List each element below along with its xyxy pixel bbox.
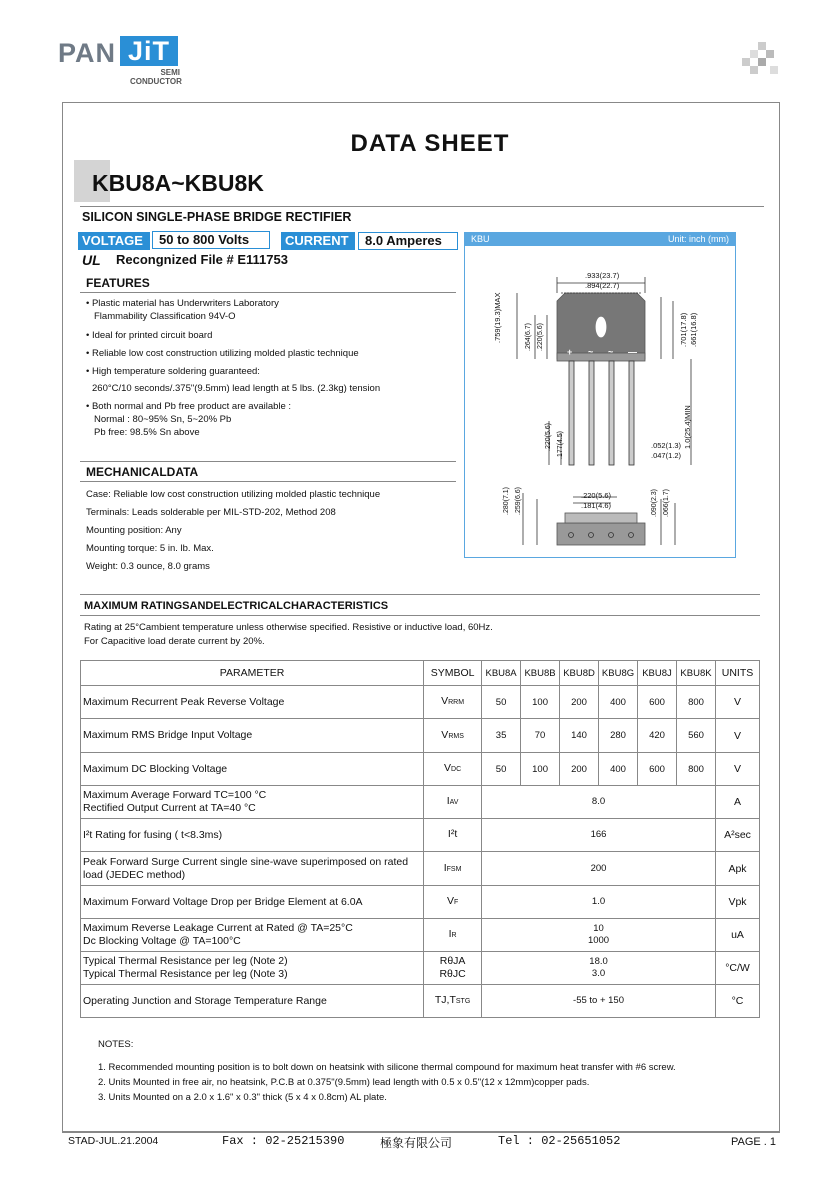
table-row xyxy=(81,819,760,852)
parameter-text: Typical Thermal Resistance per leg (Note 3) xyxy=(83,968,288,980)
dim-p2: .177(4.5) xyxy=(557,430,564,459)
value-cell: 600 xyxy=(638,686,677,719)
value-cell: 140 xyxy=(560,719,599,753)
column-header: KBU8D xyxy=(560,661,599,686)
unit-cell: V xyxy=(715,719,759,753)
feature-text: Normal : 80~95% Sn, 5~20% Pb xyxy=(94,414,232,425)
mechanical-item: Mounting position: Any xyxy=(86,525,182,536)
features-list xyxy=(86,297,456,439)
symbol-subscript: STG xyxy=(455,998,471,1005)
column-header: UNITS xyxy=(715,661,759,686)
unit-cell: V xyxy=(715,753,759,786)
unit-label: Unit: inch (mm) xyxy=(667,234,729,244)
symbol-text: TJ,T xyxy=(434,994,456,1006)
parameter-text: Maximum Average Forward TC=100 °C xyxy=(83,789,267,801)
dim-t2: .066(1.7) xyxy=(663,488,670,517)
dim-t1: .090(2.3) xyxy=(651,488,658,517)
feature-text: Flammability Classification 94V-O xyxy=(94,311,236,322)
dim-lead-min: 1.0(25.4)MIN xyxy=(683,405,692,449)
symbol-cell xyxy=(424,753,482,786)
unit-cell: A xyxy=(715,786,759,819)
value-text: 8.0 xyxy=(591,796,606,807)
merged-value-cell xyxy=(482,886,716,919)
pin-ac1: ~ xyxy=(588,347,594,357)
parameter-text: Maximum DC Blocking Voltage xyxy=(83,762,228,775)
logo-semiconductor xyxy=(130,68,180,86)
current-value: 8.0 Amperes xyxy=(358,232,458,250)
parameter-text: Maximum Reverse Leakage Current at Rated @ TA=25°C xyxy=(83,922,353,934)
mechanical-item: Terminals: Leads solderable per MIL-STD-202, Method 208 xyxy=(86,507,336,518)
feature-item: • Ideal for printed circuit board xyxy=(86,330,213,341)
current-label: CURRENT xyxy=(281,232,355,250)
note-2: 2. Units Mounted in free air, no heatsink, P.C.B at 0.375"(9.5mm) lead length with 0.5 x 0.5"(12 x 12mm)copper pads. xyxy=(98,1077,590,1088)
value-cell: 50 xyxy=(482,753,521,786)
parameter-cell xyxy=(81,753,424,786)
value-cell: 560 xyxy=(677,719,716,753)
merged-value-cell xyxy=(482,852,716,886)
parameter-cell xyxy=(81,852,424,886)
unit-cell: V xyxy=(715,686,759,719)
parameter-text: load (JEDEC method) xyxy=(83,868,186,881)
feature-item: • Plastic material has Underwriters Laboratory Flammability Classification 94V-O xyxy=(86,297,456,323)
dim-h1: .264(6.7) xyxy=(525,322,532,351)
decorative-squares-icon xyxy=(742,42,782,80)
dim-s1: .220(5.6) xyxy=(581,491,612,500)
value-cell: 35 xyxy=(482,719,521,753)
feature-text: Plastic material has Underwriters Laboratory xyxy=(91,298,279,309)
table-row xyxy=(81,919,760,952)
column-header: KBU8K xyxy=(677,661,716,686)
mechanical-list xyxy=(86,486,456,576)
feature-item: • Reliable low cost construction utilizing molded plastic technique xyxy=(86,348,359,359)
parameter-text: Maximum Forward Voltage Drop per Bridge Element at 6.0A xyxy=(83,895,363,908)
ratings-note-2: For Capacitive load derate current by 20%. xyxy=(84,636,265,647)
unit-cell: A²sec xyxy=(715,819,759,852)
parameter-text: Maximum Recurrent Peak Reverse Voltage xyxy=(83,695,285,708)
package-name: KBU xyxy=(471,234,490,244)
dim-h2: .220(5.6) xyxy=(537,322,544,351)
features-divider xyxy=(80,292,456,293)
merged-value-cell xyxy=(482,819,716,852)
feature-text: High temperature soldering guaranteed: xyxy=(91,366,260,377)
symbol-text: I xyxy=(446,795,450,807)
parameter-cell xyxy=(81,786,424,819)
feature-item: • Both normal and Pb free product are available : Normal : 80~95% Sn, 5~20% Pb Pb free: 98.5% Sn above xyxy=(86,400,456,439)
recognized-file: Recongnized File # E111753 xyxy=(116,252,288,267)
dim-width-min: .894(22.7) xyxy=(585,281,620,290)
symbol-text: I²t xyxy=(447,828,458,840)
feature-text: Both normal and Pb free product are available : xyxy=(91,401,292,412)
column-header: KBU8G xyxy=(599,661,638,686)
parameter-cell xyxy=(81,952,424,985)
merged-value-cell xyxy=(482,786,716,819)
unit-cell: Vpk xyxy=(715,886,759,919)
mechanical-item: Case: Reliable low cost construction utilizing molded plastic technique xyxy=(86,489,381,500)
table-row xyxy=(81,786,760,819)
footer-fax: Fax : 02-25215390 xyxy=(222,1134,345,1148)
parameter-text: Typical Thermal Resistance per leg (Note 2) xyxy=(83,955,288,967)
table-row xyxy=(81,753,760,786)
symbol-subscript: AV xyxy=(449,799,459,806)
footer-company: 極象有限公司 xyxy=(380,1137,453,1151)
column-header: KBU8A xyxy=(482,661,521,686)
ratings-table xyxy=(80,660,760,1018)
dim-p1: .220(5.6) xyxy=(545,422,552,451)
logo-conductor-line: CONDUCTOR xyxy=(130,77,182,86)
ratings-divider xyxy=(80,615,760,616)
symbol-text: V xyxy=(441,728,449,741)
mechanical-top-divider xyxy=(80,461,456,462)
symbol-cell xyxy=(424,819,482,852)
symbol-cell xyxy=(424,719,482,753)
feature-item: • High temperature soldering guaranteed: 260°C/10 seconds/.375"(9.5mm) lead length at 5 lbs. (2.3kg) tension xyxy=(86,365,456,395)
value-cell: 100 xyxy=(521,753,560,786)
table-row xyxy=(81,886,760,919)
value-text: 10 xyxy=(593,923,604,934)
ratings-top-divider xyxy=(80,594,760,595)
symbol-text: V xyxy=(444,762,452,774)
unit-cell: uA xyxy=(715,919,759,952)
diagram-header xyxy=(465,233,735,246)
parameter-text: I²t Rating for fusing ( t<8.3ms) xyxy=(83,828,223,841)
divider xyxy=(80,206,764,207)
value-cell: 800 xyxy=(677,753,716,786)
voltage-label: VOLTAGE xyxy=(78,232,150,250)
mechanical-item: Mounting torque: 5 in. lb. Max. xyxy=(86,543,214,554)
unit-cell: Apk xyxy=(715,852,759,886)
dim-b1: .280(7.1) xyxy=(503,486,510,515)
value-text: 166 xyxy=(590,829,607,840)
parameter-text: Dc Blocking Voltage @ TA=100°C xyxy=(83,935,241,947)
dim-l2: .047(1.2) xyxy=(651,451,682,460)
symbol-text: I xyxy=(443,861,447,874)
dim-b2: .259(6.6) xyxy=(515,486,522,515)
mechanical-divider xyxy=(80,481,456,482)
symbol-text: V xyxy=(441,695,449,707)
footer-page: PAGE . 1 xyxy=(731,1136,777,1148)
table-row xyxy=(81,952,760,985)
symbol-cell xyxy=(424,786,482,819)
parameter-cell xyxy=(81,719,424,753)
feature-text: Reliable low cost construction utilizing molded plastic technique xyxy=(91,348,359,359)
value-text: -55 to + 150 xyxy=(573,995,625,1006)
ul-recognized-icon: UL xyxy=(82,252,101,268)
footer-tel: Tel : 02-25651052 xyxy=(498,1134,621,1148)
symbol-cell xyxy=(424,686,482,719)
value-cell: 200 xyxy=(560,753,599,786)
value-cell: 800 xyxy=(677,686,716,719)
value-text: 18.0 xyxy=(589,956,608,967)
merged-value-cell xyxy=(482,919,716,952)
pin-ac2: ~ xyxy=(608,347,614,357)
value-text: 1.0 xyxy=(591,896,606,907)
footer-divider xyxy=(62,1132,780,1133)
feature-text: Pb free: 98.5% Sn above xyxy=(94,427,200,438)
table-row xyxy=(81,852,760,886)
mechanical-heading: MECHANICALDATA xyxy=(86,465,199,479)
table-header-row xyxy=(81,661,760,686)
value-cell: 50 xyxy=(482,686,521,719)
column-header: SYMBOL xyxy=(424,661,482,686)
table-row xyxy=(81,985,760,1018)
feature-text: Ideal for printed circuit board xyxy=(91,330,213,341)
symbol-subscript: F xyxy=(453,899,459,906)
dim-r2: .661(16.8) xyxy=(689,312,698,347)
symbol-text: I xyxy=(448,928,452,940)
ratings-note-1: Rating at 25°Cambient temperature unless otherwise specified. Resistive or inductive load, 60Hz. xyxy=(84,622,493,633)
part-number: KBU8A~KBU8K xyxy=(92,170,264,196)
parameter-cell xyxy=(81,819,424,852)
value-cell: 420 xyxy=(638,719,677,753)
dim-r1: .701(17.8) xyxy=(679,312,688,347)
table-row xyxy=(81,686,760,719)
symbol-cell xyxy=(424,886,482,919)
merged-value-cell xyxy=(482,985,716,1018)
value-text: 3.0 xyxy=(591,968,606,979)
logo-semi-line: SEMI xyxy=(160,68,180,77)
feature-text: 260°C/10 seconds/.375"(9.5mm) lead length at 5 lbs. (2.3kg) tension xyxy=(92,383,381,394)
parameter-text: Operating Junction and Storage Temperature Range xyxy=(83,994,327,1007)
unit-cell: °C/W xyxy=(715,952,759,985)
dim-s2: .181(4.6) xyxy=(581,501,612,510)
logo-jit-text: JiT xyxy=(120,36,178,66)
merged-value-cell xyxy=(482,952,716,985)
dim-height-max: .759(19.3)MAX xyxy=(493,292,502,343)
value-text: 1000 xyxy=(587,935,610,946)
symbol-cell xyxy=(424,952,482,985)
value-cell: 70 xyxy=(521,719,560,753)
note-1: 1. Recommended mounting position is to bolt down on heatsink with silicone thermal compound for maximum heat transfer with #6 screw. xyxy=(98,1062,676,1073)
dim-width-max: .933(23.7) xyxy=(585,271,620,280)
symbol-subscript: FSM xyxy=(446,865,462,873)
symbol-text: RθJA RθJC xyxy=(439,954,466,980)
note-3: 3. Units Mounted on a 2.0 x 1.6" x 0.3" thick (5 x 4 x 0.8cm) AL plate. xyxy=(98,1092,387,1103)
parameter-text: Rectified Output Current at TA=40 °C xyxy=(83,802,256,814)
symbol-text: V xyxy=(446,895,454,907)
symbol-subscript: RRM xyxy=(448,699,465,706)
column-header: KBU8J xyxy=(638,661,677,686)
package-diagram xyxy=(464,232,736,558)
symbol-subscript: R xyxy=(451,932,457,939)
value-cell: 400 xyxy=(599,753,638,786)
footer-date: STAD-JUL.21.2004 xyxy=(68,1135,159,1147)
column-header: KBU8B xyxy=(521,661,560,686)
dim-l1: .052(1.3) xyxy=(651,441,682,450)
pin-plus: + xyxy=(567,347,573,357)
parameter-cell xyxy=(81,985,424,1018)
logo-pan-text: PAN xyxy=(58,38,117,68)
device-subtitle: SILICON SINGLE-PHASE BRIDGE RECTIFIER xyxy=(82,210,352,224)
value-cell: 400 xyxy=(599,686,638,719)
value-cell: 100 xyxy=(521,686,560,719)
mechanical-item: Weight: 0.3 ounce, 8.0 grams xyxy=(86,561,210,572)
symbol-cell xyxy=(424,852,482,886)
unit-cell: °C xyxy=(715,985,759,1018)
value-cell: 600 xyxy=(638,753,677,786)
value-cell: 200 xyxy=(560,686,599,719)
pin-minus: — xyxy=(628,347,637,357)
value-text: 200 xyxy=(590,862,607,874)
parameter-cell xyxy=(81,686,424,719)
parameter-cell xyxy=(81,886,424,919)
table-row xyxy=(81,719,760,753)
page-title: DATA SHEET xyxy=(350,130,510,157)
parameter-text: Maximum RMS Bridge Input Voltage xyxy=(83,729,253,741)
ratings-heading: MAXIMUM RATINGSANDELECTRICALCHARACTERISTICS xyxy=(84,600,389,612)
parameter-text: Peak Forward Surge Current single sine-wave superimposed on rated xyxy=(83,855,409,868)
symbol-cell xyxy=(424,985,482,1018)
column-header: PARAMETER xyxy=(81,661,424,686)
symbol-cell xyxy=(424,919,482,952)
symbol-subscript: RMS xyxy=(448,732,464,740)
notes-heading: NOTES: xyxy=(98,1039,134,1050)
symbol-subscript: DC xyxy=(451,766,462,773)
value-cell: 280 xyxy=(599,719,638,753)
voltage-value: 50 to 800 Volts xyxy=(152,231,270,249)
features-heading: FEATURES xyxy=(86,276,150,290)
parameter-cell xyxy=(81,919,424,952)
